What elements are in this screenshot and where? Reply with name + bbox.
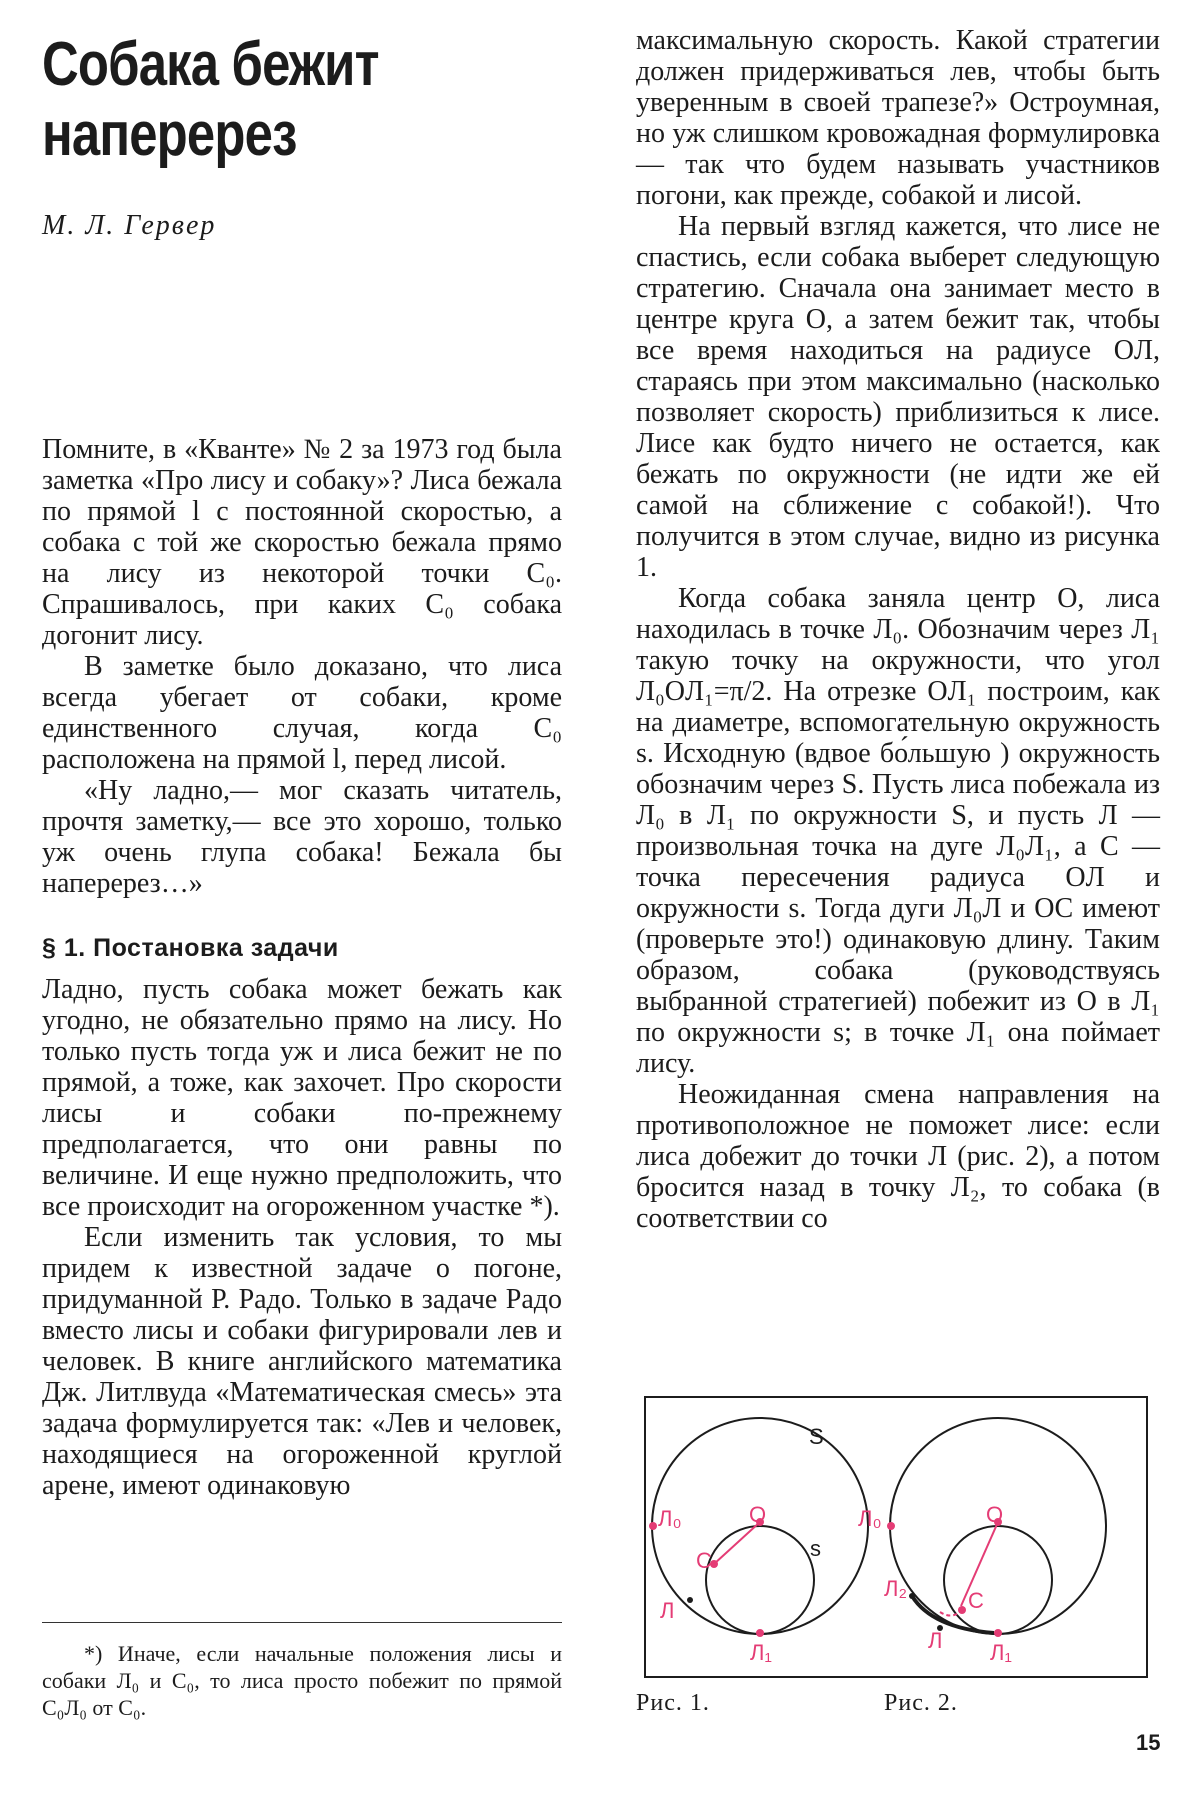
figure-2-caption: Рис. 2. (884, 1690, 958, 1716)
point-l0 (887, 1522, 895, 1530)
article-title: Собака бежит наперерез (42, 30, 379, 169)
figures-box (644, 1396, 1148, 1678)
paragraph: Неожиданная смена направления на противоположное не поможет лисе: если лиса добежит до точки Л (рис. 2), а потом бросится назад в точку Л₂, то собака (в соответствии со (636, 1079, 1160, 1234)
paragraph: На первый взгляд кажется, что лисе не спастись, если собака выберет следующую стратегию. Сначала она занимает место в центре круга O, а затем бежит так, чтобы все время находиться на радиусе OЛ, стараясь при этом максимально (насколько позволяет скорость) приблизиться к лисе. Лисе как будто ничего не остается, как бежать по окружности (не идти же ей самой на сближение с собакой!). Что получится в этом случае, видно из рисунка 1. (636, 211, 1160, 583)
figure-1-caption: Рис. 1. (636, 1690, 710, 1716)
label-o: O (986, 1502, 1004, 1527)
figure-frame (645, 1397, 1147, 1677)
label-l1: Л₁ (990, 1640, 1012, 1665)
figure-1 (649, 1418, 868, 1665)
label-o: O (749, 1502, 767, 1527)
paragraph: Если изменить так условия, то мы придем к известной задаче о погоне, придуманной Р. Радо. Только в задаче Радо вместо лисы и собаки фигурировали лев и человек. В книге английского математика Дж. Литлвуда «Математическая смесь» эта задача формулируется так: «Лев и человек, находящиеся на огороженной круглой арене, имеют одинаковую (42, 1222, 562, 1501)
small-circle-s (944, 1526, 1052, 1634)
paragraph: Помните, в «Кванте» № 2 за 1973 год была заметка «Про лису и собаку»? Лиса бежала по прямой l с постоянной скоростью, а собака с той же скоростью бежала прямо на лису из некоторой точки C₀. Спрашивалось, при каких C₀ собака догонит лису. (42, 434, 562, 651)
point-c (958, 1606, 966, 1614)
section-heading: § 1. Постановка задачи (42, 934, 339, 962)
paragraph: «Ну ладно,— мог сказать читатель, прочтя заметку,— все это хорошо, только уж очень глупа собака! Бежала бы наперерез…» (42, 775, 562, 899)
label-l0: Л₀ (858, 1506, 882, 1531)
footnote-divider (42, 1622, 562, 1623)
article-author: М. Л. Гервер (42, 210, 217, 241)
label-l: Л (660, 1598, 675, 1623)
label-l2: Л₂ (884, 1576, 907, 1601)
point-l2 (909, 1593, 915, 1599)
small-circle-s (706, 1526, 814, 1634)
point-l0 (649, 1522, 657, 1530)
right-column (636, 25, 1160, 1234)
footnote: *) Иначе, если начальные положения лисы и собаки Л₀ и C₀, то лиса просто побежит по прямой C₀Л₀ от C₀. (42, 1641, 562, 1720)
paragraph: максимальную скорость. Какой стратегии должен придерживаться лев, чтобы быть уверенным в своей трапезе?» Остроумная, но уж слишком кровожадная формулировка — так что будем называть участников погони, как прежде, собакой и лисой. (636, 25, 1160, 211)
label-l1: Л₁ (750, 1640, 772, 1665)
figures-diagram (644, 1396, 1148, 1678)
paragraph: В заметке было доказано, что лиса всегда убегает от собаки, кроме единственного случая, когда C₀ расположена на прямой l, перед лисой. (42, 651, 562, 775)
figure-2 (858, 1418, 1106, 1665)
point-l1 (756, 1629, 764, 1637)
label-c: C (968, 1588, 984, 1613)
label-l: Л (928, 1628, 943, 1653)
paragraph: Ладно, пусть собака может бежать как угодно, не обязательно прямо на лису. Но только пусть тогда уж и лиса бежит не по прямой, а тоже, как захочет. Про скорости лисы и собаки по-прежнему предполагается, что они равны по величине. И еще нужно предположить, что все происходит на огороженном участке *). (42, 974, 562, 1222)
label-big-circle: S (809, 1424, 824, 1449)
point-l1 (994, 1629, 1002, 1637)
label-c: C (696, 1548, 712, 1573)
point-l (687, 1597, 693, 1603)
label-l0: Л₀ (658, 1506, 682, 1531)
paragraph: Когда собака заняла центр O, лиса находилась в точке Л₀. Обозначим через Л₁ такую точку на окружности, что угол Л₀OЛ₁=π/2. На отрезке OЛ₁ построим, как на диаметре, вспомогательную окружность s. Исходную (вдвое бо́льшую ) окружность обозначим через S. Пусть лиса побежала из Л₀ в Л₁ по окружности S, и пусть Л — произвольная точка на дуге Л₀Л₁, а C — точка пересечения радиуса OЛ и окружности s. Тогда дуги Л₀Л и OC имеют (проверьте это!) одинаковую длину. Таким образом, собака (руководствуясь выбранной стратегией) побежит из O в Л₁ по окружности s; в точке Л₁ она поймает лису. (636, 583, 1160, 1079)
label-small-circle: s (810, 1536, 821, 1561)
left-column (42, 434, 562, 1501)
page-number: 15 (1136, 1730, 1161, 1755)
